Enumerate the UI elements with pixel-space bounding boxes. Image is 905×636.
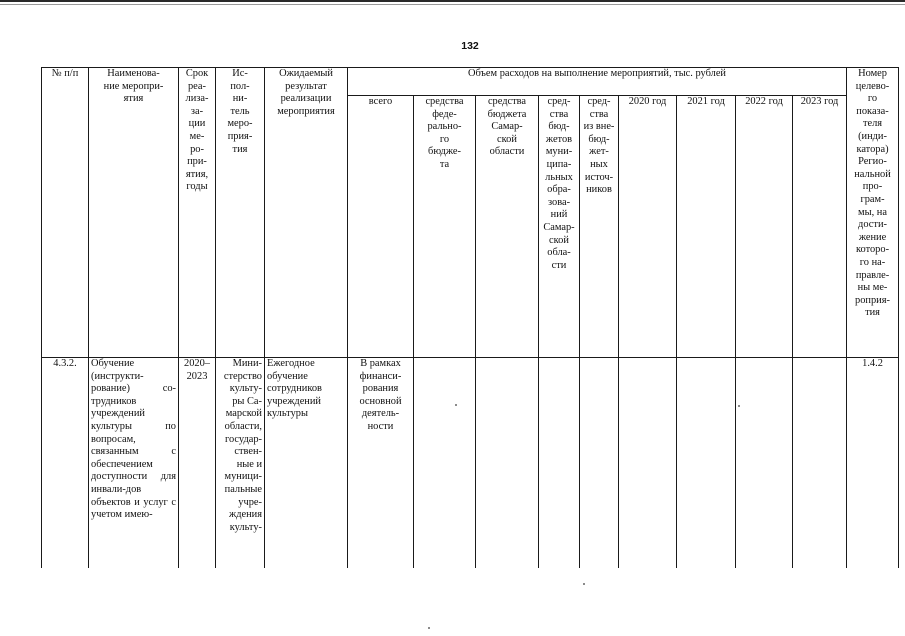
row-executor: Мини- стерство культу- ры Са- марской области, государ- ствен- ные и муници- пальные учре- ждения культу- xyxy=(216,358,265,568)
scan-speck xyxy=(738,405,740,407)
row-name: Обучение (инструкти-рование) со-трудников учреждений культуры по вопросам, связанным с обеспечением доступности для инвали-дов объектов и услуг с учетом имею- xyxy=(89,358,179,568)
row-2023 xyxy=(793,358,847,568)
header-federal: средства феде- рально- го бюдже- та xyxy=(414,96,476,358)
header-municipal: сред- ства бюд- жетов муни- ципа- льных обра- зова- ний Самар- ской обла- сти xyxy=(539,96,580,358)
header-2023: 2023 год xyxy=(793,96,847,358)
header-total: всего xyxy=(348,96,414,358)
row-total: В рамках финанси- рования основной деятель- ности xyxy=(348,358,414,568)
expenses-table xyxy=(41,67,899,568)
header-2020: 2020 год xyxy=(619,96,677,358)
row-federal xyxy=(414,358,476,568)
header-num: № п/п xyxy=(42,68,89,358)
header-name: Наименова- ние меропри- ятия xyxy=(89,68,179,358)
header-expenses: Объем расходов на выполнение мероприятий, тыс. рублей xyxy=(348,68,847,96)
scan-edge xyxy=(0,4,905,5)
scan-edge xyxy=(0,0,905,2)
row-term: 2020– 2023 xyxy=(179,358,216,568)
row-regional xyxy=(476,358,539,568)
scan-speck xyxy=(428,627,430,629)
header-indicator: Номер целево- го показа- теля (инди- катора) Регио- нальной про- грам- мы, на дости- жение которо- го на- правле- ны ме- роприя- тия xyxy=(847,68,899,358)
row-2022 xyxy=(736,358,793,568)
page-number: 132 xyxy=(461,40,479,52)
row-other xyxy=(580,358,619,568)
row-num: 4.3.2. xyxy=(42,358,89,568)
header-2021: 2021 год xyxy=(677,96,736,358)
row-result: Ежегодное обучение сотрудников учреждений культуры xyxy=(265,358,348,568)
scan-speck xyxy=(455,404,457,406)
table-row xyxy=(42,358,899,568)
header-result: Ожидаемый результат реализации мероприятия xyxy=(265,68,348,358)
scan-speck xyxy=(583,583,585,585)
header-term: Срок реа- лиза- за- ции ме- ро- при- ятия, годы xyxy=(179,68,216,358)
row-municipal xyxy=(539,358,580,568)
header-2022: 2022 год xyxy=(736,96,793,358)
row-2021 xyxy=(677,358,736,568)
header-executor: Ис- пол- ни- тель меро- прия- тия xyxy=(216,68,265,358)
header-other: сред- ства из вне- бюд- жет- ных источ- ников xyxy=(580,96,619,358)
header-regional: средства бюджета Самар- ской области xyxy=(476,96,539,358)
row-2020 xyxy=(619,358,677,568)
row-indicator: 1.4.2 xyxy=(847,358,899,568)
